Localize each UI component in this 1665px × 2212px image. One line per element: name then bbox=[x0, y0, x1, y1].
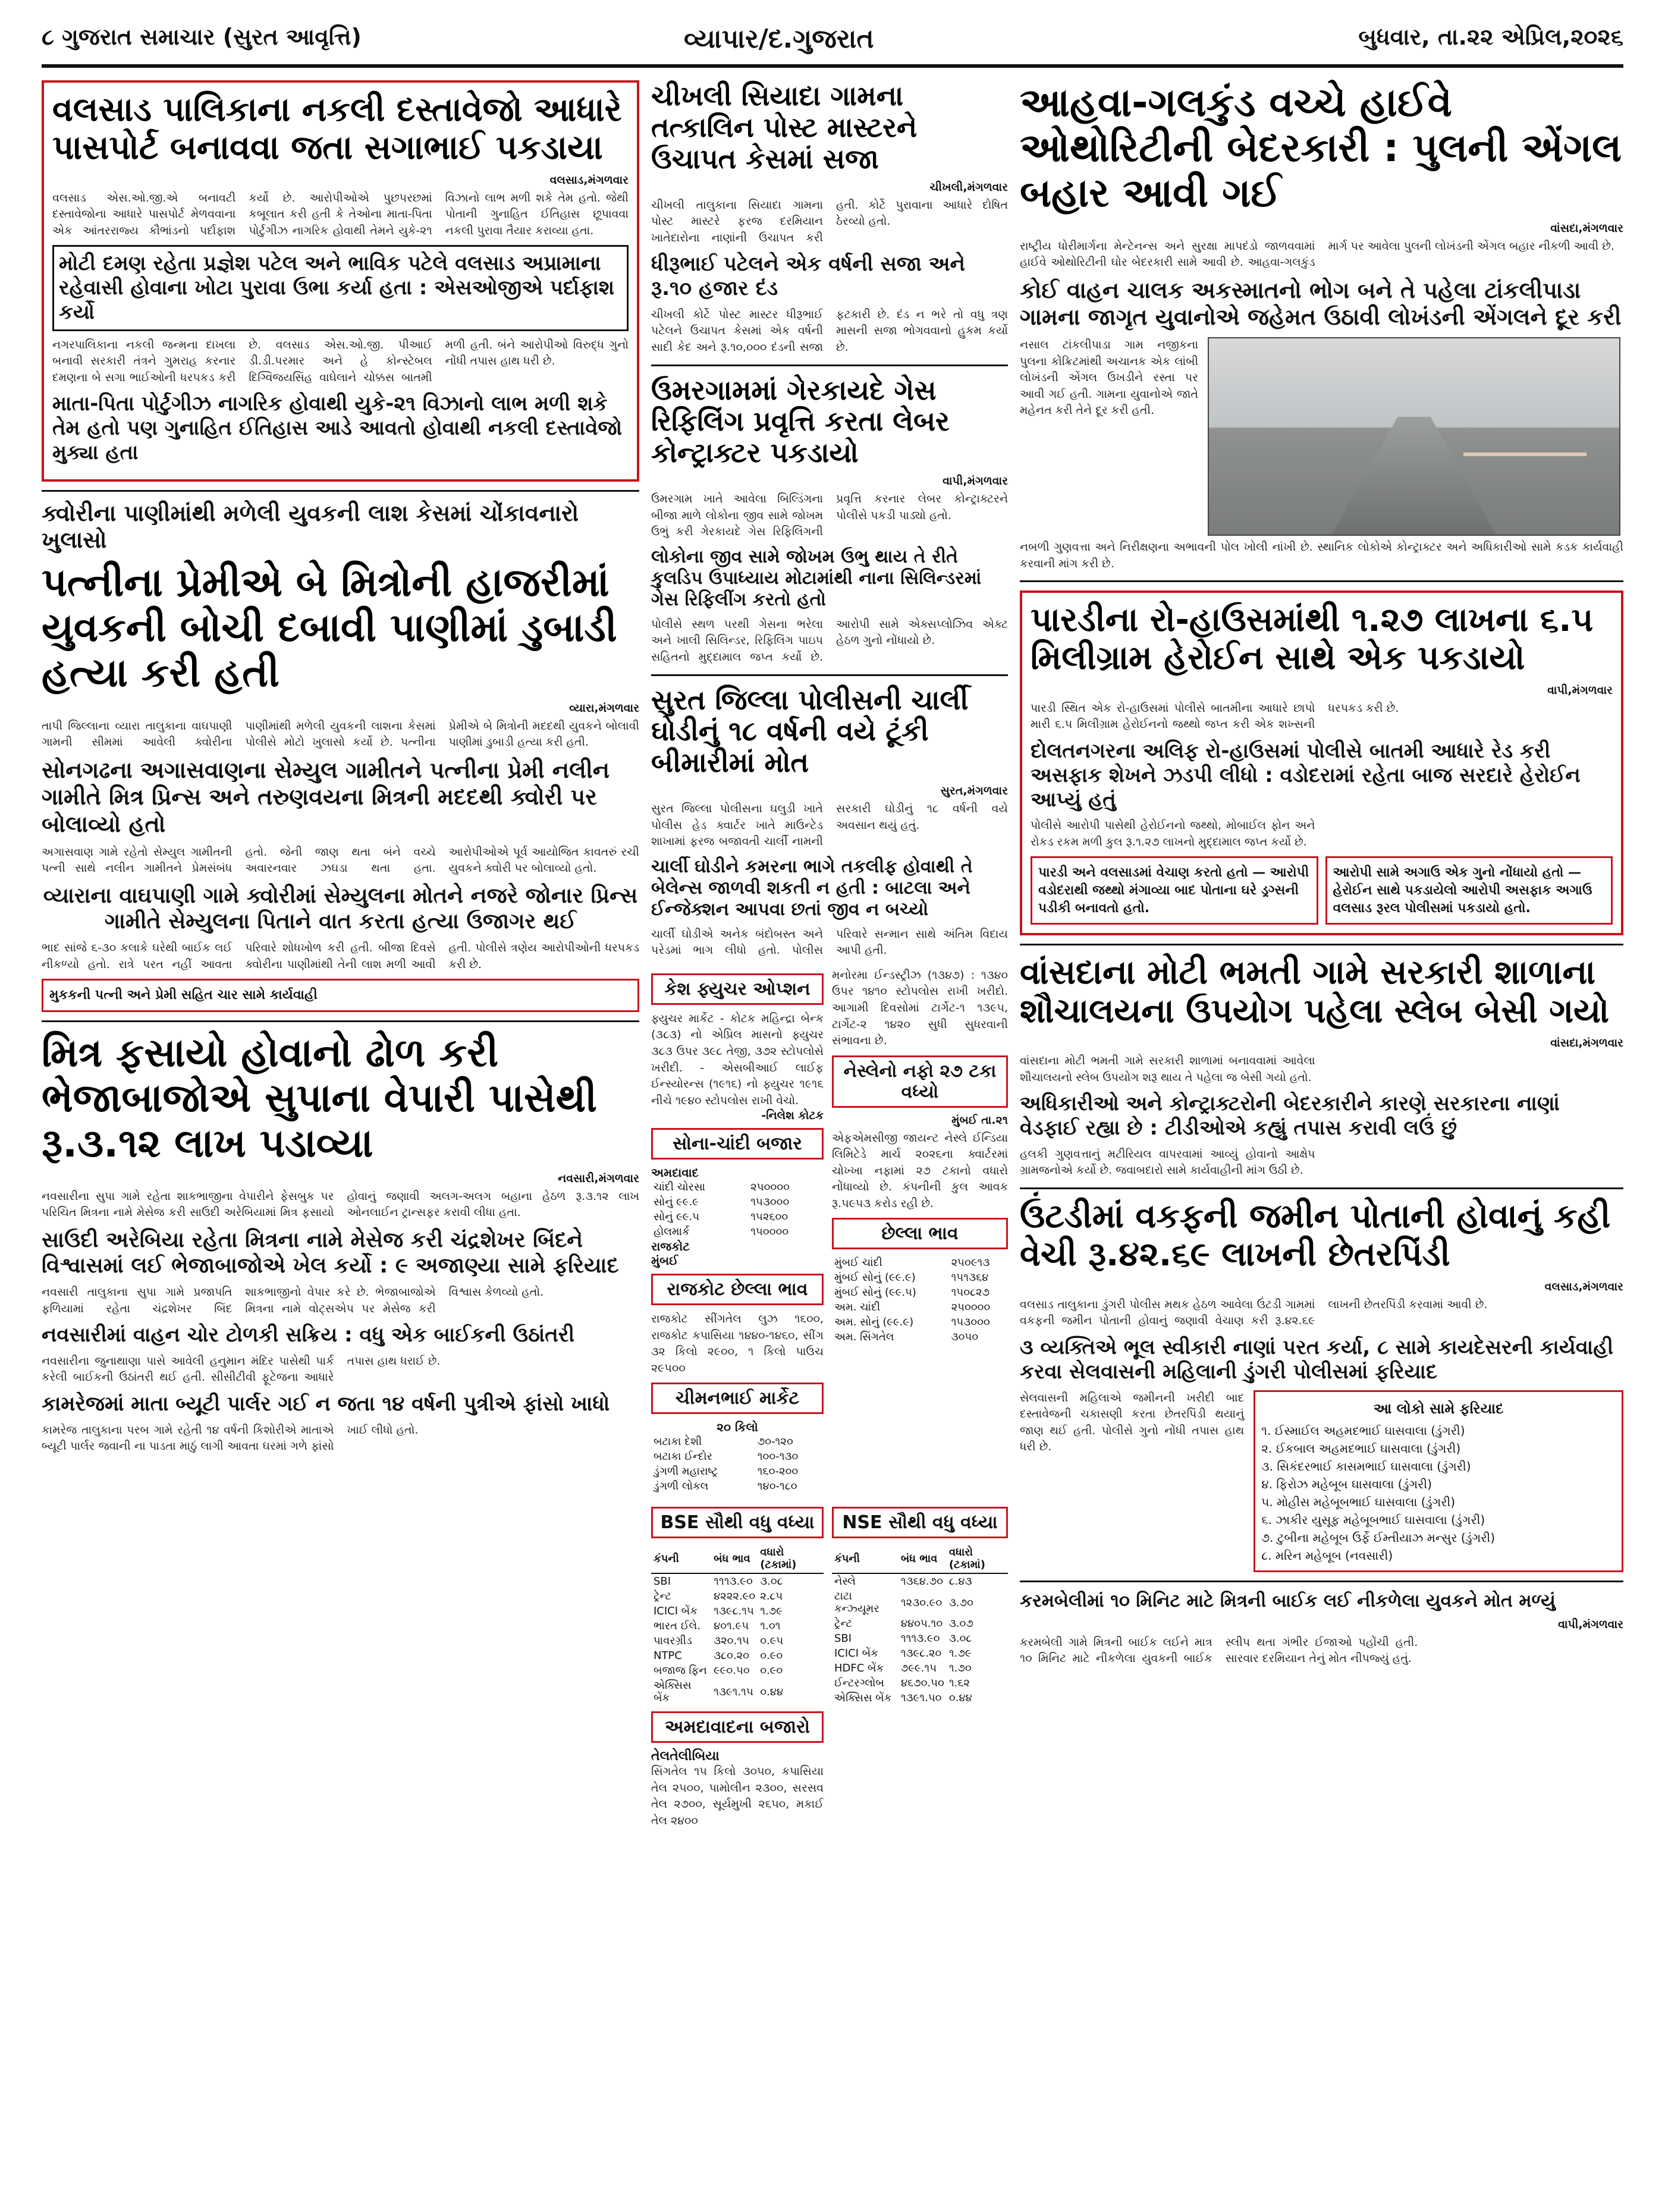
city-label: રાજકોટ bbox=[651, 1239, 690, 1254]
list-item: ૮. મરિન મહેબૂબ (નવસારી) bbox=[1261, 1548, 1393, 1563]
cell: નેસ્લે bbox=[834, 1575, 856, 1588]
headline: વાંસદાના મોટી ભમતી ગામે સરકારી શાળાના શૌચાલયના ઉપયોગ પહેલા સ્લેબ બેસી ગયો bbox=[1020, 953, 1609, 1030]
cell: અમ. સિંગતેલ bbox=[834, 1331, 894, 1344]
bridge-photo bbox=[1208, 337, 1620, 536]
cell: ૧૫૩૦૦૦ bbox=[750, 1196, 790, 1209]
cell: NTPC bbox=[654, 1649, 682, 1663]
table-row bbox=[832, 1646, 1008, 1661]
city-label: અમદાવાદ bbox=[651, 1165, 699, 1180]
divider bbox=[1020, 1581, 1623, 1582]
cell: ૭૦-૧૨૦ bbox=[757, 1435, 793, 1449]
newspaper-page-label: ૮ ગુજરાત સમાચાર (સુરત આવૃત્તિ) bbox=[42, 24, 362, 50]
article-body: વલસાડ તાલુકાના ડુંગરી પોલીસ મથક હેઠળ આવેલા ઉંટડી ગામમાં વકફની જમીન પોતાની હોવાનું જણાવી વેચાણ કરી રૂ.૪૨.૬૯ લાખની છેતરપિંડી કરવામાં આવી છે. bbox=[1020, 1297, 1488, 1328]
subheadline: દોલતનગરના અલિફ રો-હાઉસમાં પોલીસે બાતમી આધારે રેડ કરી અસફાક શેખને ઝડપી લીધો : વડોદરામાં રહેતા બાજ સરદારે હેરોઈન આપ્યું હતું bbox=[1031, 739, 1581, 812]
kicker: ક્વોરીના પાણીમાંથી મળેલી યુવકની લાશ કેસમાં ચોંકાવનારો ખુલાસો bbox=[42, 499, 579, 554]
table-row bbox=[832, 1255, 1008, 1270]
article-body: એફએમસીજી જાયન્ટ નેસ્લે ઈન્ડિયા લિમિટેડે માર્ચ ૨૦૨૬ના ક્વાર્ટરમાં ચોખ્ખા નફામાં ૨૭ ટકાનો વધારો નોંધાવ્યો છે. કંપનીની કુલ આવક રૂ.૫૯૫૩ કરોડ રહી છે. bbox=[832, 1131, 1008, 1210]
subheadline: નવસારીમાં વાહન ચોર ટોળકી સક્રિય : વધુ એક બાઈકની ઉઠાંતરી bbox=[42, 1323, 575, 1347]
column-left bbox=[42, 80, 639, 1455]
stock-tip-body: મનોરમા ઈન્ડસ્ટ્રીઝ (૧૩૪૭) : ૧૩૪૦ ઉપર ૧૪૧૦ સ્ટોપલોસ રાખી ખરીદો. આગામી દિવસોમાં ટાર્ગેટ-૧ ૧૩૯૫, ટાર્ગેટ-૨ ૧૪૨૦ સુધી સુધરવાની સંભાવના છે. bbox=[832, 968, 1008, 1048]
cell: પાવરગ્રીડ bbox=[654, 1635, 692, 1648]
subheadline: માતા-પિતા પોર્ટુગીઝ નાગરિક હોવાથી યુકે-૨૧ વિઝાનો લાભ મળી શકે તેમ હતો પણ ગુનાહિત ઈતિહાસ આડે આવતો હોવાથી નકલી દસ્તાવેજો મુક્યા હતા bbox=[52, 392, 623, 465]
cell: ૩.૦૮ bbox=[760, 1575, 783, 1588]
cell: ૪૦૧.૯૫ bbox=[714, 1620, 749, 1633]
cell: ૨૫૦૦૦૦ bbox=[750, 1181, 790, 1194]
article-body: નગરપાલિકાના નકલી જન્મના દાખલા બનાવી સરકારી તંત્રને ગુમરાહ કરનાર દમણના બે સગા ભાઈઓની ધરપકડ કરી છે. વલસાડ એસ.ઓ.જી. પીઆઈ ડી.ડી.પરમાર અને હે કોન્સ્ટેબલ દિગ્વિજયસિંહ વાઘેલાને ચોક્કસ બાતમી મળી હતી. બંને આરોપીઓ વિરુદ્ધ ગુનો નોંધી તપાસ હાથ ધરી છે. bbox=[52, 338, 629, 384]
cell: ૧.૦૧ bbox=[760, 1620, 781, 1633]
article-body: અગાસવાણ ગામે રહેતો સેમ્યુલ ગામીતની પત્ની સાથે નલીન ગામીતને પ્રેમસંબંધ હતો. જેની જાણ થતા બંને વચ્ચે અવારનવાર ઝઘડા થતા હતા. આરોપીઓએ પૂર્વ આયોજિત કાવતરું રચી યુવકને ક્વોરી પર બોલાવ્યો હતો. bbox=[42, 845, 639, 875]
subheadline: સાઉદી અરેબિયા રહેતા મિત્રના નામે મેસેજ કરી ચંદ્રશેખર બિંદને વિશ્વાસમાં લઈ ભેજાબાજોએ ખેલ કર્યો : ૯ અજાણ્યા સામે ફરિયાદ bbox=[42, 1227, 619, 1278]
cell: ૧.૭૯ bbox=[760, 1605, 783, 1618]
cell: ૪૪૦૫.૧૦ bbox=[900, 1617, 943, 1630]
article-body: ચીખલી કોર્ટે પોસ્ટ માસ્ટર ધીરૂભાઈ પટેલને ઉચાપત કેસમાં એક વર્ષની સાદી કેદ અને રૂ.૧૦,૦૦૦ દંડની સજા ફટકારી છે. દંડ ન ભરે તો વધુ ત્રણ માસની સજા ભોગવવાનો હુકમ કર્યો છે. bbox=[651, 307, 1008, 354]
cell: ૧૫૦૦૦૦ bbox=[750, 1226, 789, 1239]
cell: ૧૩૯૮.૨૦ bbox=[900, 1647, 942, 1660]
article-body: તાપી જિલ્લાના વ્યારા તાલુકાના વાઘપાણી ગામની સીમમાં આવેલી ક્વોરીના પાણીમાંથી મળેલી યુવકની લાશના કેસમાં પોલીસે મોટો ખુલાસો કર્યો છે. પત્નીના પ્રેમીએ બે મિત્રોની મદદથી યુવકને બોલાવી પાણીમાં ડુબાડી હત્યા કરી હતી. bbox=[42, 719, 639, 749]
cell: ૦.૯૫ bbox=[760, 1635, 784, 1648]
highlight-box: પારડી અને વલસાડમાં વેચાણ કરતો હતો — આરોપી વડોદરાથી જથ્થો મંગાવ્યા બાદ પોતાના ઘરે ડ્રગ્સની પડીકી બનાવતો હતો. bbox=[1031, 856, 1318, 925]
cell: ૦.૪૪ bbox=[948, 1692, 972, 1705]
article-body: ચાર્લી ઘોડીએ અનેક બંદોબસ્ત અને પરેડમાં ભાગ લીધો હતો. પોલીસ પરિવારે સન્માન સાથે અંતિમ વિદાય આપી હતી. bbox=[651, 927, 1008, 957]
table-row bbox=[651, 1604, 824, 1619]
dateline: વલસાડ,મંગળવાર bbox=[549, 173, 629, 187]
column-header: બંધ ભાવ bbox=[711, 1544, 758, 1573]
cell: ૯૯૦.૫૦ bbox=[714, 1664, 750, 1677]
dateline: સુરત,મંગળવાર bbox=[940, 784, 1008, 798]
divider bbox=[651, 365, 1008, 366]
table-row bbox=[651, 1180, 824, 1195]
subheadline: મોટી દમણ રહેતા પ્રજ્ઞેશ પટેલ અને ભાવિક પટેલે વલસાડ અપ્રામાના રહેવાસી હોવાના ખોટા પુરાવા ઉભા કર્યા હતા : એસઓજીએ પર્દાફાશ કર્યો bbox=[52, 245, 629, 331]
story-valsad-passport bbox=[42, 80, 639, 482]
cell: ૧૩૯૧.૧૫ bbox=[714, 1685, 753, 1698]
table-row bbox=[832, 1661, 1008, 1676]
cell: ટ્રેન્ટ bbox=[834, 1617, 852, 1630]
cell: ૦.૯૦ bbox=[760, 1664, 783, 1677]
list-item: ૫. મોહીસ મહેબૂબભાઈ ઘાસવાલા (ડુંગરી) bbox=[1261, 1494, 1456, 1509]
headline: પત્નીના પ્રેમીએ બે મિત્રોની હાજરીમાં યુવકની બોચી દબાવી પાણીમાં ડુબાડી હત્યા કરી હતી bbox=[42, 560, 617, 696]
cell: ૧૪૦-૧૮૦ bbox=[757, 1480, 797, 1493]
cell: ભારત ઈલે. bbox=[654, 1620, 700, 1633]
cell: ૧૫૧૩૬૪ bbox=[951, 1271, 989, 1284]
headline: ચીખલી સિયાદા ગામના તત્કાલિન પોસ્ટ માસ્ટરને ઉચાપત કેસમાં સજા bbox=[651, 80, 918, 175]
cell: ૨.૮૫ bbox=[760, 1590, 783, 1603]
table-row bbox=[651, 1633, 824, 1648]
table-row bbox=[651, 1479, 824, 1494]
dateline: મુંબઈ તા.૨૧ bbox=[951, 1113, 1008, 1127]
cell: ૮.૪૩ bbox=[948, 1575, 972, 1588]
column-middle bbox=[651, 80, 1008, 1830]
article-body: હલકી ગુણવત્તાનું મટીરિયલ વાપરવામાં આવ્યું હોવાનો આક્ષેપ ગ્રામજનોએ કર્યો છે. જવાબદારો સામે કાર્યવાહીની માંગ ઉઠી છે. bbox=[1020, 1147, 1315, 1177]
table-row bbox=[651, 1224, 824, 1239]
table-row bbox=[832, 1300, 1008, 1315]
highlight-box: મુકકની પત્ની અને પ્રેમી સહિત ચાર સામે કાર્યવાહી bbox=[42, 979, 639, 1012]
market-subtitle: તેલતેલીબિયા bbox=[651, 1749, 720, 1764]
cell: ૩૨૦.૧૫ bbox=[714, 1635, 749, 1648]
cell: બટાકા દેશી bbox=[654, 1435, 702, 1449]
column-header: વધારો (ટકામાં) bbox=[947, 1544, 1008, 1573]
table-row bbox=[832, 1573, 1008, 1589]
divider bbox=[651, 674, 1008, 676]
latest-prices-table bbox=[832, 1255, 1008, 1344]
headline: કરમબેલીમાં ૧૦ મિનિટ માટે મિત્રની બાઈક લઈ નીકળેલા યુવકને મોત મળ્યું bbox=[1020, 1590, 1556, 1611]
cell: સોનું ૯૯.૯ bbox=[654, 1196, 699, 1209]
list-item: ૭. ટુબીના મહેબૂબ ઉર્ફે ઈમ્તીયાઝ મન્સુર (ડુંગરી) bbox=[1261, 1530, 1496, 1545]
masthead bbox=[42, 17, 1623, 68]
chiman-market-title: ચીમનભાઈ માર્કેટ bbox=[651, 1382, 824, 1414]
column-header: બંધ ભાવ bbox=[899, 1544, 947, 1573]
subheadline: કામરેજમાં માતા બ્યૂટી પાર્લર ગઈ ન જતા ૧૪ વર્ષની પુત્રીએ ફાંસો ખાધો bbox=[42, 1391, 610, 1416]
list-item: ૬. ઝાકીર યુસૂફ મહેબૂબભાઈ ઘાસવાલા (ડુંગરી) bbox=[1261, 1512, 1485, 1527]
cell: ૦.૯૦ bbox=[760, 1649, 783, 1663]
cell: એક્સિસ બેંક bbox=[834, 1692, 892, 1705]
table-row bbox=[651, 1648, 824, 1663]
highlight-box: આરોપી સામે અગાઉ એક ગુનો નોંધાયો હતો — હેરોઈન સાથે પકડાયેલો આરોપી અસફાક અગાઉ વલસાડ રૂરલ પોલીસમાં પકડાયો હતો. bbox=[1325, 856, 1613, 925]
headline: આહવા-ગલકુંડ વચ્ચે હાઈવે ઓથોરિટીની બેદરકારી : પુલની એંગલ બહાર આવી ગઈ bbox=[1020, 80, 1622, 216]
subheadline: ચાર્લી ઘોડીને કમરના ભાગે તકલીફ હોવાથી તે બેલેન્સ જાળવી શકતી ન હતી : બાટલા અને ઈન્જેક્શન આપવા છતાં જીવ ન બચ્યો bbox=[651, 856, 973, 920]
article-body: નવસારી તાલુકાના સુપા ગામે પ્રજાપતિ ફળિયામાં રહેતા ચંદ્રશેખર બિંદ શાકભાજીનો વેપાર કરે છે. ભેજાબાજોએ મિત્રના નામે વોટ્સએપ પર મેસેજ કરી વિશ્વાસ કેળવ્યો હતો. bbox=[42, 1285, 544, 1315]
cell: અમ. ચાંદી bbox=[834, 1301, 881, 1314]
cell: SBI bbox=[834, 1632, 852, 1645]
cell: ૩૮૦.૨૦ bbox=[714, 1649, 749, 1663]
table-row bbox=[651, 1434, 824, 1449]
cell: ૧૩૯૧.૫૦ bbox=[900, 1692, 942, 1705]
table-row bbox=[651, 1678, 824, 1705]
table-row bbox=[651, 1195, 824, 1209]
nestle-headline: નેસ્લેનો નફો ૨૭ ટકા વધ્યો bbox=[832, 1055, 1008, 1108]
headline: ઉમરગામમાં ગેરકાયદે ગેસ રિફિલિંગ પ્રવૃત્તિ કરતા લેબર કોન્ટ્રાક્ટર પકડાયો bbox=[651, 373, 950, 469]
dateline: નવસારી,મંગળવાર bbox=[558, 1171, 639, 1185]
rajkot-price-title: રાજકોટ છેલ્લા ભાવ bbox=[651, 1274, 824, 1305]
divider bbox=[42, 1020, 639, 1022]
list-item: ૧. ઈસ્માઈલ અહમદભાઈ ઘાસવાલા (ડુંગરી) bbox=[1261, 1423, 1465, 1438]
stock-tables bbox=[651, 1501, 1008, 1829]
article-body: ઉમરગામ ખાતે આવેલા બિલ્ડિંગના બીજા માળે લોકોના જીવ સામે જોખમ ઉભું કરી ગેરકાયદે ગેસ રિફિલિંગની પ્રવૃત્તિ કરનાર લેબર કોન્ટ્રાક્ટરને પોલીસે પકડી પાડ્યો હતો. bbox=[651, 492, 1008, 539]
headline: મિત્ર ફસાયો હોવાનો ઢોળ કરી ભેજાબાજોએ સુપાના વેપારી પાસેથી રૂ.૩.૧૨ લાખ પડાવ્યા bbox=[42, 1029, 597, 1166]
table-row bbox=[832, 1676, 1008, 1691]
cell: HDFC બેંક bbox=[834, 1662, 884, 1675]
list-item: ૨. ઈકબાલ અહમદભાઈ ઘાસવાલા (ડુંગરી) bbox=[1261, 1441, 1461, 1456]
article-body: ભાદ સાંજે ૬-૩૦ કલાકે ઘરેથી બાઈક લઈ નીકળ્યો હતો. રાત્રે પરત નહીં આવતા પરિવારે શોધખોળ કરી હતી. બીજા દિવસે ક્વોરીના પાણીમાંથી તેની લાશ મળી આવી હતી. પોલીસે ત્રણેય આરોપીઓની ધરપકડ કરી છે. bbox=[42, 941, 639, 971]
dateline: ચીખલી,મંગળવાર bbox=[929, 180, 1008, 194]
accused-row bbox=[1020, 1390, 1623, 1572]
nse-block bbox=[832, 1501, 1008, 1829]
subheadline: ધીરૂભાઈ પટેલને એક વર્ષની સજા અને રૂ.૧૦ હજાર દંડ bbox=[651, 252, 965, 301]
cell: હોલમાર્ક bbox=[654, 1226, 690, 1239]
cell: ૧૩૯૮.૧૫ bbox=[714, 1605, 754, 1618]
cell: ૧.૬૨ bbox=[948, 1677, 970, 1690]
rajkot-price-body: રાજકોટ સીંગતેલ લુઝ ૧૬૦૦, રાજકોટ કપાસિયા ૧૪૪૦-૧૪૬૦, સીંગ ૩૨ કિલો ૨૯૦૦, ૧ કિલો પાઉચ ૨૯૫૦૦ bbox=[651, 1312, 824, 1375]
dateline: વ્યારા,મંગળવાર bbox=[569, 701, 639, 715]
bullion-table bbox=[651, 1180, 824, 1239]
table-row bbox=[651, 1464, 824, 1479]
column-header: વધારો (ટકામાં) bbox=[758, 1544, 824, 1573]
table-row bbox=[651, 1573, 824, 1589]
article-body: રાષ્ટ્રીય ધોરીમાર્ગના મેન્ટેનન્સ અને સુરક્ષા માપદંડો જાળવવામાં હાઈવે ઓથોરિટીની ઘોર બેદરકારી સામે આવી છે. આહવા-ગલકુંડ માર્ગ પર આવેલા પુલની લોખંડની એંગલ બહાર નીકળી આવી છે. bbox=[1020, 239, 1614, 269]
cell: અમ. સોનું (૯૯.૯) bbox=[834, 1316, 914, 1329]
cell: ૩.૦૮ bbox=[948, 1632, 972, 1645]
latest-prices-title: છેલ્લા ભાવ bbox=[832, 1218, 1008, 1249]
cell: ૩૦૫૦ bbox=[951, 1331, 979, 1344]
cell: ૧૫૩૦૦૦ bbox=[951, 1316, 990, 1329]
column-header: કંપની bbox=[832, 1544, 899, 1573]
cell: ૧.૭૯ bbox=[948, 1647, 972, 1660]
column-right bbox=[1020, 80, 1623, 1667]
bse-title: BSE સૌથી વધુ વધ્યા bbox=[651, 1507, 824, 1538]
article-body: પારડી સ્થિત એક રો-હાઉસમાં પોલીસે બાતમીના આધારે છાપો મારી ૬.૫ મિલીગ્રામ હેરોઈનનો જથ્થો જપ્ત કરી એક શખ્સની ધરપકડ કરી છે. bbox=[1031, 701, 1399, 731]
subheadline: લોકોના જીવ સામે જોખમ ઉભુ થાય તે રીતે કુલડિપ ઉપાધ્યાય મોટામાંથી નાના સિલિન્ડરમાં ગેસ રિફિલીંગ કરતો હતો bbox=[651, 546, 982, 610]
subheadline: કોઈ વાહન ચાલક અકસ્માતનો ભોગ બને તે પહેલા ટાંકલીપાડા ગામના જાગૃત યુવાનોએ જહેમત ઉઠાવી લોખંડની એંગલને દૂર કરી bbox=[1020, 276, 1622, 331]
table-row bbox=[651, 1589, 824, 1604]
cell: ૧૫૦૮૨૭ bbox=[951, 1286, 990, 1299]
cell: ડુંગળી મહારાષ્ટ્ર bbox=[654, 1465, 718, 1478]
list-item: ૪. ફિરોઝ મહેબૂબ ઘાસવાલા (ડુંગરી) bbox=[1261, 1476, 1432, 1491]
article-body: કામરેજ તાલુકાના પરબ ગામે રહેતી ૧૪ વર્ષની કિશોરીએ માતાએ બ્યૂટી પાર્લર જવાની ના પાડતા માઠું લાગી આવતા ઘરમાં ગળે ફાંસો ખાઈ લીધો હતો. bbox=[42, 1423, 419, 1453]
cell: ૧.૭૦ bbox=[948, 1662, 972, 1675]
cell: ICICI બેંક bbox=[654, 1605, 698, 1618]
cell: ૪૨૨૨.૯૦ bbox=[714, 1590, 756, 1603]
article-body: સુરત જિલ્લા પોલીસના ઘલુડી ખાતે પોલીસ હેડ ક્વાર્ટર ખાતે માઉન્ટેડ શાખામાં ફરજ બજાવતી ચાર્લી નામની સરકારી ઘોડીનું ૧૮ વર્ષની વયે અવસાન થયું હતું. bbox=[651, 802, 1008, 849]
cell: બટાકા ઈન્દોર bbox=[654, 1450, 712, 1463]
cell: ૧૧૧૩.૯૦ bbox=[714, 1575, 753, 1588]
cell: ICICI બેંક bbox=[834, 1647, 878, 1660]
story-pardi-heroin bbox=[1020, 590, 1623, 935]
railing-shape bbox=[1463, 453, 1587, 515]
subheadline: અધિકારીઓ અને કોન્ટ્રાક્ટરોની બેદરકારીને કારણે સરકારના નાણાં વેડફાઈ રહ્યા છે : ટીડીઓએ કહ્યું તપાસ કરાવી લઉં છું bbox=[1020, 1092, 1560, 1140]
divider bbox=[1020, 944, 1623, 945]
headline: વલસાડ પાલિકાના નકલી દસ્તાવેજો આધારે પાસપોર્ટ બનાવવા જતા સગાભાઈ પકડાયા bbox=[52, 90, 622, 168]
photo-caption: નબળી ગુણવત્તા અને નિરીક્ષણના અભાવની પોલ ખોલી નાંખી છે. સ્થાનિક લોકોએ કોન્ટ્રાક્ટર અને અધિકારીઓ સામે કડક કાર્યવાહી કરવાની માંગ કરી છે. bbox=[1020, 540, 1623, 570]
cell: SBI bbox=[654, 1575, 671, 1588]
cell: મુંબઈ સોનું (૯૯.૫) bbox=[834, 1286, 916, 1299]
column-header: કંપની bbox=[651, 1544, 711, 1573]
table-row bbox=[651, 1663, 824, 1678]
list-item: ૩. સિકંદરભાઈ કાસમભાઈ ઘાસવાલા (ડુંગરી) bbox=[1261, 1459, 1471, 1473]
table-row bbox=[832, 1616, 1008, 1631]
cell: ૭૯૯.૧૫ bbox=[900, 1662, 937, 1675]
table-row bbox=[832, 1270, 1008, 1285]
unit-label: ૨૦ કિલો bbox=[717, 1420, 758, 1435]
table-row bbox=[832, 1285, 1008, 1300]
cell: ટાટા કન્ઝ્યૂમર bbox=[834, 1590, 879, 1616]
subheadline: વ્યારાના વાઘપાણી ગામે ક્વોરીમાં સેમ્યુલના મોતને નજરે જોનાર પ્રિન્સ ગામીતે સેમ્યુલના પિતાને વાત કરતા હત્યા ઉજાગર થઈ bbox=[43, 883, 638, 934]
article-body: નસાલ ટાંકલીપાડા ગામ નજીકના પુલના કોંક્રિટમાંથી અચાનક એક લાંબી લોખંડની એંગલ ઉખડીને રસ્તા પર આવી ગઈ હતી. ગામના યુવાનોએ જાતે મહેનત કરી તેને દૂર કરી હતી. bbox=[1020, 338, 1198, 417]
bullion-title: સોના-ચાંદી બજાર bbox=[651, 1128, 824, 1160]
cell: ચાંદી ચોરસા bbox=[654, 1181, 705, 1194]
table-row bbox=[832, 1631, 1008, 1646]
headline: સુરત જિલ્લા પોલીસની ચાર્લી ઘોડીનું ૧૮ વર્ષની વયે ટૂંકી બીમારીમાં મોત bbox=[651, 683, 969, 779]
table-header bbox=[832, 1544, 1008, 1573]
headline: પારડીના રો-હાઉસમાંથી ૧.૨૭ લાખના ૬.૫ મિલીગ્રામ હેરોઈન સાથે એક પકડાયો bbox=[1031, 601, 1594, 678]
divider bbox=[1020, 580, 1623, 582]
nse-table bbox=[832, 1544, 1008, 1705]
table-row bbox=[832, 1330, 1008, 1344]
dateline: વલસાડ,મંગળવાર bbox=[1544, 1280, 1623, 1293]
dateline: વાપી,મંગળવાર bbox=[943, 475, 1008, 488]
issue-date: બુધવાર, તા.૨૨ એપ્રિલ,૨૦૨૬ bbox=[1358, 24, 1623, 50]
article-body: પોલીસે આરોપી પાસેથી હેરોઈનનો જથ્થો, મોબાઈલ ફોન અને રોકડ રકમ મળી કુલ રૂ.૧.૨૭ લાખનો મુદ્દામાલ જપ્ત કર્યો છે. bbox=[1031, 819, 1315, 849]
photo-row bbox=[1020, 337, 1623, 536]
city-label: મુંબઈ bbox=[651, 1253, 678, 1268]
cell: ૧૬૦-૨૦૦ bbox=[757, 1465, 799, 1478]
cell: ૧૫૨૬૦૦ bbox=[750, 1211, 788, 1224]
dateline: વાંસદા,મંગળવાર bbox=[1550, 1036, 1623, 1050]
byline: -નિલેશ કોટક bbox=[761, 1109, 824, 1123]
table-row bbox=[832, 1589, 1008, 1616]
cell: ૧૨૩૦.૯૦ bbox=[900, 1596, 943, 1609]
table-row bbox=[832, 1315, 1008, 1330]
article-body: નવસારીના સુપા ગામે રહેતા શાકભાજીના વેપારીને ફેસબુક પર પરિચિત મિત્રના નામે મેસેજ કરી સાઉદી અરેબિયામાં મિત્ર ફસાયો હોવાનું જણાવી અલગ-અલગ બહાના હેઠળ રૂ.૩.૧૨ લાખ ઓનલાઈન ટ્રાન્સફર કરાવી લીધા હતા. bbox=[42, 1189, 639, 1220]
cell: ઈન્ટરગ્લોબ bbox=[834, 1677, 884, 1690]
cell: ટ્રેન્ટ bbox=[654, 1590, 671, 1603]
article-body: વાંસદાના મોટી ભમતી ગામે સરકારી શાળામાં બનાવવામાં આવેલા શૌચાલયનો સ્લેબ ઉપયોગ શરૂ થાય તે પહેલા જ બેસી ગયો હતો. bbox=[1020, 1054, 1315, 1084]
article-body: નવસારીના જુનાથાણા પાસે આવેલી હનુમાન મંદિર પાસેથી પાર્ક કરેલી બાઈકની ઉઠાંતરી થઈ હતી. સીસીટીવી ફૂટેજના આધારે તપાસ હાથ ધરાઈ છે. bbox=[42, 1354, 441, 1384]
market-right bbox=[832, 967, 1008, 1494]
table-row bbox=[651, 1449, 824, 1464]
cell: ૩.૭૦ bbox=[948, 1596, 973, 1609]
dateline: વાંસદા,મંગળવાર bbox=[1550, 221, 1623, 235]
cell: ૧૧૧૩.૯૦ bbox=[900, 1632, 940, 1645]
futures-body: ફ્યુચર માર્કેટ - કોટક મહિન્દ્રા બેન્ક (૩૮૩) નો એપ્રિલ માસનો ફ્યુચર ૩૮૩ ઉપર ૩૯૮ તેજી, ૩૭૨ સ્ટોપલોસે ખરીદી. - એસબીઆઈ લાઈફ ઈન્સ્યોરન્સ (૧૯૧૬) નો ફ્યુચર ૧૯૧૬ નીચે ૧૯૪૦ સ્ટોપલોસ રાખી વેચો. bbox=[651, 1011, 824, 1107]
cell: ૦.૪૪ bbox=[760, 1685, 784, 1698]
article-body: પોલીસે સ્થળ પરથી ગેસના ભરેલા અને ખાલી સિલિન્ડર, રિફિલિંગ પાઇપ સહિતનો મુદ્દામાલ જપ્ત કર્યો છે. આરોપી સામે એક્સપ્લોઝિવ એક્ટ હેઠળ ગુનો નોંધાયો છે. bbox=[651, 617, 1008, 664]
article-body: વલસાડ એસ.ઓ.જી.એ બનાવટી દસ્તાવેજોના આધારે પાસપોર્ટ મેળવવાના એક આંતરરાજ્ય કૌભાંડનો પર્દાફાશ કર્યો છે. આરોપીઓએ પુછપરછમાં કબૂલાત કરી હતી કે તેઓના માતા-પિતા પોર્ટુગીઝ નાગરિક હોવાથી તેમને યુકે-૨૧ વિઝાનો લાભ મળી શકે તેમ હતો. જેથી પોતાની ગુનાહિત ઈતિહાસ છૂપાવવા નકલી પુરાવા તૈયાર કરાવ્યા હતા. bbox=[52, 191, 629, 237]
article-body: કરમબેલી ગામે મિત્રની બાઈક લઈને માત્ર ૧૦ મિનિટ માટે નીકળેલા યુવકની બાઈક સ્લીપ થતા ગંભીર ઈજાઓ પહોંચી હતી. સારવાર દરમિયાન તેનું મોત નીપજ્યું હતું. bbox=[1020, 1635, 1418, 1666]
market-left bbox=[651, 967, 824, 1494]
section-title: વ્યાપાર/દ.ગુજરાત bbox=[684, 24, 874, 54]
ahmedabad-market-title: અમદાવાદના બજારો bbox=[651, 1711, 824, 1743]
cell: મુંબઈ ચાંદી bbox=[834, 1256, 882, 1270]
cell: એક્સિસ બેંક bbox=[654, 1679, 692, 1705]
cell: ૧૦૦-૧૩૦ bbox=[757, 1450, 799, 1463]
bse-table bbox=[651, 1544, 824, 1705]
divider bbox=[42, 490, 639, 492]
table-row bbox=[832, 1691, 1008, 1705]
cell: ૪૬૭૦.૫૦ bbox=[900, 1677, 944, 1690]
chiman-table bbox=[651, 1434, 824, 1494]
highlight-row bbox=[1031, 856, 1613, 925]
cell: ડુંગળી લોકલ bbox=[654, 1480, 709, 1493]
cell: ૩.૦૭ bbox=[948, 1617, 973, 1630]
bse-block bbox=[651, 1501, 824, 1829]
nse-title: NSE સૌથી વધુ વધ્યા bbox=[832, 1507, 1008, 1538]
list-title: આ લોકો સામે ફરિયાદ bbox=[1373, 1400, 1504, 1417]
table-row bbox=[651, 1619, 824, 1633]
cell: ૧૩૬૪.૭૦ bbox=[900, 1575, 943, 1588]
table-header bbox=[651, 1544, 824, 1573]
divider bbox=[1020, 1187, 1623, 1189]
cell: ૨૫૦૦૦૦ bbox=[951, 1301, 991, 1314]
table-row bbox=[651, 1209, 824, 1224]
cell: મુંબઈ સોનું (૯૯.૯) bbox=[834, 1271, 916, 1284]
market-section bbox=[651, 967, 1008, 1494]
dateline: વાપી,મંગળવાર bbox=[1547, 683, 1613, 697]
dateline: વાપી,મંગળવાર bbox=[1558, 1617, 1623, 1631]
subheadline: ૩ વ્યક્તિએ ભૂલ સ્વીકારી નાણાં પરત કર્યા, ૮ સામે કાયદેસરની કાર્યવાહી કરવા સેલવાસની મહિલાની ડુંગરી પોલીસમાં ફરિયાદ bbox=[1020, 1335, 1614, 1384]
futures-title: કેશ ફ્યુચર ઓપ્શન bbox=[651, 973, 824, 1005]
cell: સોનું ૯૯.૫ bbox=[654, 1211, 700, 1224]
cell: ૨૫૦૯૧૩ bbox=[951, 1256, 990, 1270]
headline: ઉંટડીમાં વકફની જમીન પોતાની હોવાનું કહી વેચી રૂ.૪૨.૬૯ લાખની છેતરપિંડી bbox=[1020, 1197, 1611, 1274]
accused-list bbox=[1254, 1390, 1623, 1572]
market-body: સિંગતેલ ૧૫ કિલો ૩૦૫૦, કપાસિયા તેલ ૨૫૦૦, પામોલીન ૨૩૦૦, સરસવ તેલ ૨૭૦૦, સૂર્યમુખી ૨૬૫૦, મકાઈ તેલ ૨૪૦૦ bbox=[651, 1765, 824, 1828]
subheadline: સોનગઢના અગાસવાણના સેમ્યુલ ગામીતને પત્નીના પ્રેમી નલીન ગામીતે મિત્ર પ્રિન્સ અને તરુણવયના મિત્રની મદદથી ક્વોરી પર બોલાવ્યો હતો bbox=[42, 756, 610, 837]
cell: બજાજ ફિન bbox=[654, 1664, 707, 1677]
article-body: સેલવાસની મહિલાએ જમીનની ખરીદી બાદ દસ્તાવેજની ચકાસણી કરતા છેતરપિંડી થયાનું જાણ થઈ હતી. પોલીસે ગુનો નોંધી તપાસ હાથ ધરી છે. bbox=[1020, 1391, 1245, 1454]
article-body: ચીખલી તાલુકાના સિયાદા ગામના પોસ્ટ માસ્ટરે ફરજ દરમિયાન ખાતેદારોના નાણાંની ઉચાપત કરી હતી. કોર્ટે પુરાવાના આધારે દોષિત ઠેરવ્યો હતો. bbox=[651, 198, 1008, 244]
